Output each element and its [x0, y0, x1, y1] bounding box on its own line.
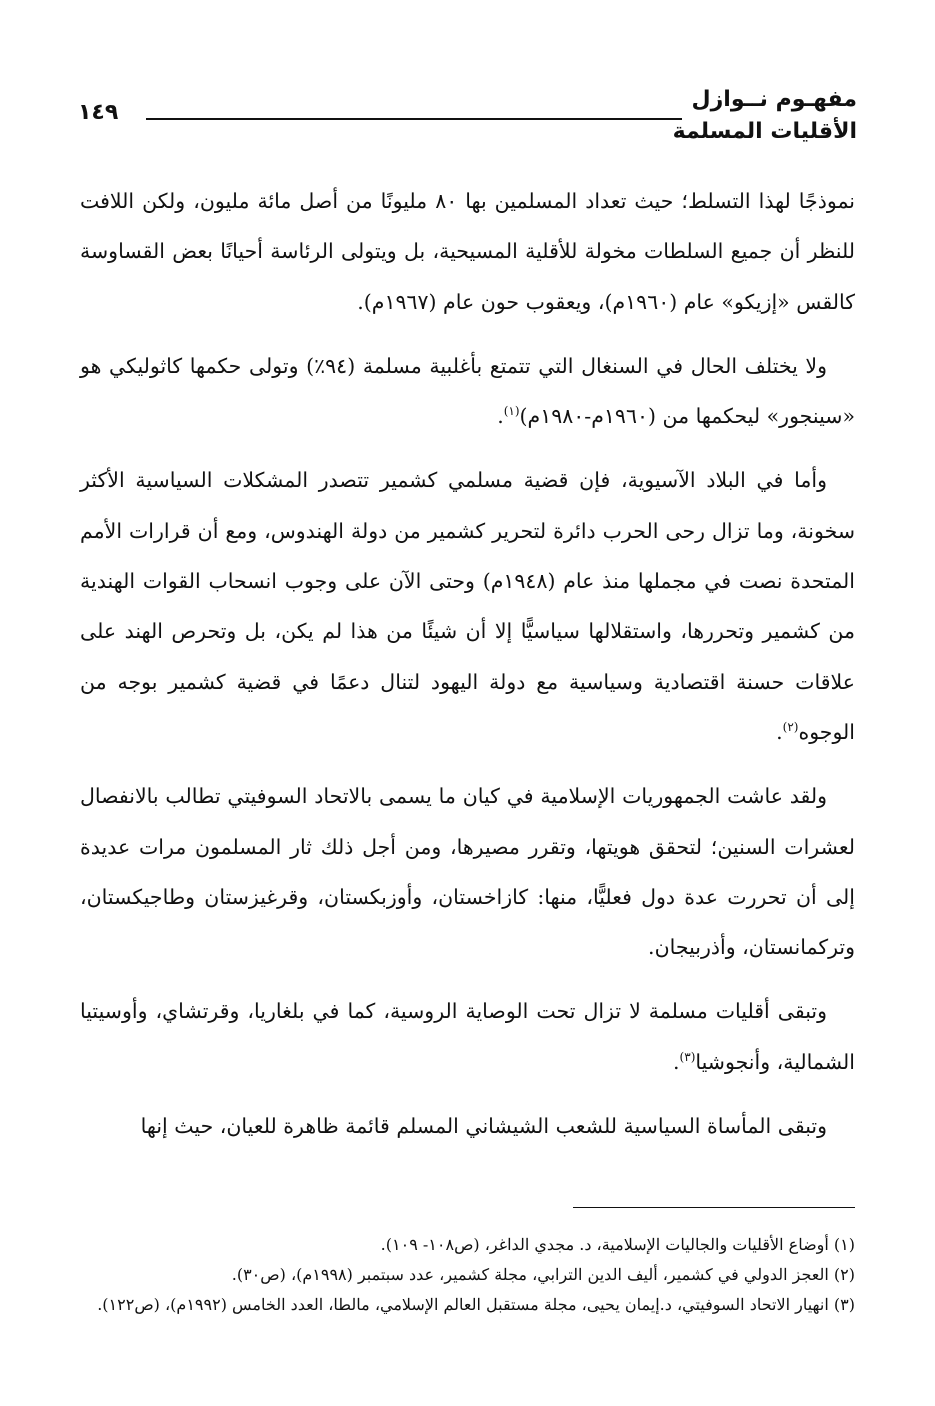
paragraph [80, 455, 855, 757]
footnote-marker: (١) [503, 404, 520, 419]
paragraph [80, 1101, 855, 1151]
running-title [673, 84, 857, 148]
paragraph [80, 341, 855, 442]
paragraph-text: وتبقى المأساة السياسية للشعب الشيشاني المسلم قائمة ظاهرة للعيان، حيث إنها [140, 1114, 827, 1139]
paragraph-text: ولا يختلف الحال في السنغال التي تتمتع بأغلبية مسلمة (٩٤٪) وتولى حكمها كاثوليكي هو «سينجور» ليحكمها من (١٩٦٠م-١٩٨٠م) [80, 353, 855, 429]
paragraph-end: . [776, 719, 783, 744]
header-rule [146, 118, 682, 120]
footnote-separator [573, 1207, 855, 1208]
paragraph-text: ولقد عاشت الجمهوريات الإسلامية في كيان ما يسمى بالاتحاد السوفيتي تطالب بالانفصال لعشرات السنين؛ لتحقق هويتها، وتقرر مصيرها، ومن أجل ذلك ثار المسلمون مرات عديدة إلى أن تحررت عدة دول فعليًّا، منها: كازاخستان، وأوزبكستان، وقرغيزستان وطاجيكستان، وتركمانستان، وأذربيجان. [80, 784, 855, 960]
paragraph-text: وأما في البلاد الآسيوية، فإن قضية مسلمي كشمير تتصدر المشكلات السياسية الأكثر سخونة، وما تزال رحى الحرب دائرة لتحرير كشمير من دولة الهندوس، ومع أن قرارات الأمم المتحدة نصت في مجملها منذ عام (١٩٤٨م) وحتى الآن على وجوب انسحاب القوات الهندية من كشمير وتحررها، واستقلالها سياسيًّا إلا أن شيئًا من هذا لم يكن، بل وتحرص الهند على علاقات حسنة اقتصادية وسياسية مع دولة اليهود لتنال دعمًا في قضية كشمير بوجه من الوجوه [80, 468, 855, 744]
running-title-line-1: مفهـوم نــوازل [691, 87, 857, 112]
paragraph [80, 176, 855, 327]
footnote: (٢) العجز الدولي في كشمير، أليف الدين الترابي، مجلة كشمير، عدد سبتمبر (١٩٩٨م)، (ص٣٠). [231, 1265, 855, 1284]
paragraph-text: نموذجًا لهذا التسلط؛ حيث تعداد المسلمين بها ٨٠ مليونًا من أصل مائة مليون، ولكن اللافت للنظر أن جميع السلطات مخولة للأقلية المسيحية، بل ويتولى الرئاسة أحيانًا بعض القساوسة كالقس «إزيكو» عام (١٩٦٠م)، ويعقوب حون عام (١٩٦٧م). [80, 189, 856, 314]
paragraph-end: . [497, 404, 504, 429]
paragraph-end: . [673, 1049, 680, 1074]
paragraph-text: وتبقى أقليات مسلمة لا تزال تحت الوصاية الروسية، كما في بلغاريا، وقرتشاي، وأوسيتيا الشمالية، وأنجوشيا [80, 999, 855, 1074]
paragraph [80, 986, 855, 1087]
running-title-line-2: الأقليات المسلمة [672, 119, 857, 144]
footnote: (٣) انهيار الاتحاد السوفيتي، د.إيمان يحيى، مجلة مستقبل العالم الإسلامي، مالطا، العدد الخامس (١٩٩٢م)، (ص١٢٢). [97, 1295, 855, 1314]
footnote: (١) أوضاع الأقليات والجاليات الإسلامية، د. مجدي الداغر، (ص١٠٨- ١٠٩). [380, 1235, 855, 1254]
footnote-marker: (٢) [782, 720, 799, 735]
page-header [78, 84, 857, 154]
footnotes [80, 1230, 855, 1320]
paragraph [80, 771, 855, 972]
main-text [80, 176, 855, 1165]
page-number: ١٤٩ [78, 100, 119, 125]
footnote-marker: (٣) [679, 1049, 696, 1064]
